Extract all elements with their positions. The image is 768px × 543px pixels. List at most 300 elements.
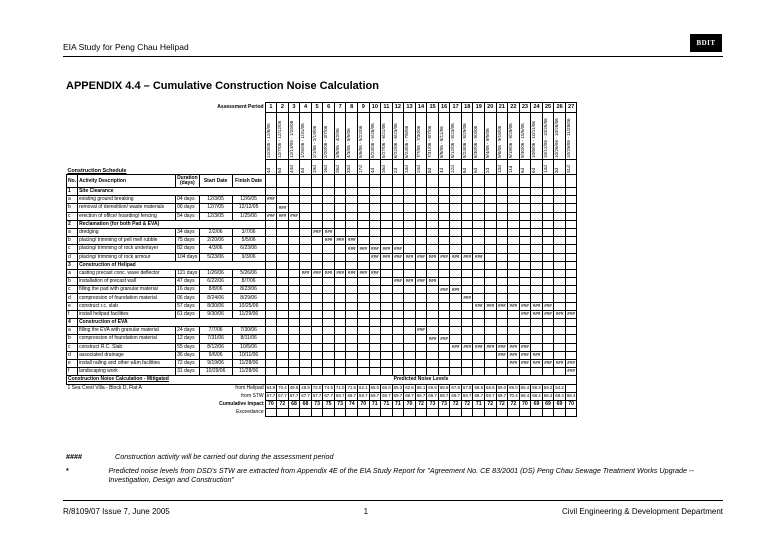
period-duration xyxy=(404,160,416,175)
period-cell xyxy=(565,302,577,310)
activity-finish-date: 5/26/06 xyxy=(232,269,265,277)
period-date-range xyxy=(358,113,370,160)
activity-row xyxy=(67,212,577,220)
activity-mark: ### xyxy=(311,269,323,277)
period-cell xyxy=(265,237,277,245)
period-cell xyxy=(265,351,277,359)
activity-start-date: 10/29/06 xyxy=(199,368,232,376)
activity-start-date: 8/24/06 xyxy=(199,294,232,302)
period-cell xyxy=(542,175,554,188)
period-cell xyxy=(369,302,381,310)
exceedance-value xyxy=(334,409,346,417)
activity-mark: ### xyxy=(346,269,358,277)
activity-mark: ### xyxy=(369,253,381,261)
period-cell xyxy=(531,175,543,188)
period-cell xyxy=(277,359,289,367)
period-cell xyxy=(404,269,416,277)
period-cell xyxy=(531,343,543,351)
footnote-marker: * xyxy=(66,466,69,475)
cumulative-noise-value: 74 xyxy=(346,400,358,408)
period-cell xyxy=(519,196,531,204)
period-cell xyxy=(508,269,520,277)
period-cell xyxy=(542,335,554,343)
section-title: Construction of Helipad xyxy=(78,261,266,269)
period-cell xyxy=(473,359,485,367)
period-durations-row xyxy=(67,160,577,175)
period-number: 2 xyxy=(277,103,289,113)
period-cell xyxy=(542,204,554,212)
activity-mark: ### xyxy=(358,245,370,253)
period-cell xyxy=(346,310,358,318)
period-cell xyxy=(531,294,543,302)
activity-description: install helipad facilities xyxy=(78,310,176,318)
period-cell xyxy=(277,351,289,359)
period-cell xyxy=(404,310,416,318)
spacer-cell xyxy=(67,113,266,160)
period-date-range xyxy=(415,113,427,160)
period-cell xyxy=(369,319,381,327)
period-cell xyxy=(450,327,462,335)
period-cell xyxy=(508,368,520,376)
helipad-noise-value: 59.3 xyxy=(531,384,543,392)
period-cell xyxy=(496,319,508,327)
period-cell xyxy=(438,359,450,367)
period-cell xyxy=(334,212,346,220)
period-cell xyxy=(508,212,520,220)
cumulative-noise-value: 72 xyxy=(485,400,497,408)
period-cell xyxy=(369,228,381,236)
period-cell xyxy=(323,188,335,196)
period-cell xyxy=(288,204,300,212)
period-cell xyxy=(404,351,416,359)
period-number: 26 xyxy=(554,103,566,113)
activity-duration: 54 days xyxy=(176,212,200,220)
activity-mark: ### xyxy=(450,343,462,351)
period-cell xyxy=(277,175,289,188)
period-cell xyxy=(334,351,346,359)
period-date-text: 5/6/06 - 5/22/06 xyxy=(358,125,363,158)
period-cell xyxy=(450,351,462,359)
period-cell xyxy=(450,204,462,212)
activity-mark: ### xyxy=(508,343,520,351)
activity-row xyxy=(67,204,577,212)
period-cell xyxy=(392,327,404,335)
stw-noise-value: 68.4 xyxy=(565,392,577,400)
period-cell xyxy=(265,278,277,286)
period-cell xyxy=(288,196,300,204)
period-number: 24 xyxy=(531,103,543,113)
period-cell xyxy=(346,278,358,286)
activity-start-date: 4/3/06 xyxy=(199,245,232,253)
stw-noise-value: 67.7 xyxy=(277,392,289,400)
activity-mark: ### xyxy=(519,343,531,351)
period-date-text: 2/1/06 - 2/19/06 xyxy=(311,125,317,158)
activity-start-date: 6/22/06 xyxy=(199,278,232,286)
spacer-cell xyxy=(67,392,200,400)
period-cell xyxy=(404,302,416,310)
period-cell xyxy=(473,269,485,277)
period-cell xyxy=(300,327,312,335)
activity-mark: ### xyxy=(531,310,543,318)
period-cell xyxy=(415,343,427,351)
period-cell xyxy=(392,310,404,318)
period-cell xyxy=(369,286,381,294)
activity-description: install railing and other e&m facilities xyxy=(78,359,176,367)
activity-mark: ### xyxy=(565,359,577,367)
activity-mark: ### xyxy=(311,228,323,236)
period-cell xyxy=(265,253,277,261)
activity-letter: b xyxy=(67,237,78,245)
period-cell xyxy=(381,269,393,277)
period-cell xyxy=(427,228,439,236)
period-cell xyxy=(311,359,323,367)
period-duration-text: 26d xyxy=(334,165,340,173)
exceedance-label: Exceedance xyxy=(236,409,264,416)
period-cell xyxy=(369,204,381,212)
footnote-1 xyxy=(66,452,726,461)
cumulative-noise-value: 72 xyxy=(496,400,508,408)
period-number: 8 xyxy=(346,103,358,113)
period-cell xyxy=(404,196,416,204)
period-cell xyxy=(450,359,462,367)
period-duration-text: 19d xyxy=(311,165,317,173)
activity-mark: ### xyxy=(554,359,566,367)
period-cell xyxy=(277,343,289,351)
period-cell xyxy=(450,278,462,286)
period-cell xyxy=(565,286,577,294)
period-cell xyxy=(485,327,497,335)
period-cell xyxy=(334,188,346,196)
period-cell xyxy=(473,310,485,318)
period-cell xyxy=(427,269,439,277)
period-cell xyxy=(461,196,473,204)
activity-start-date: 12/3/05 xyxy=(199,196,232,204)
period-cell xyxy=(438,302,450,310)
period-cell xyxy=(358,335,370,343)
period-duration-text: 4d xyxy=(265,167,271,173)
period-cell xyxy=(461,278,473,286)
period-date-text: 7/7/06 - 7/30/06 xyxy=(415,125,421,158)
period-cell xyxy=(496,237,508,245)
period-cell xyxy=(392,343,404,351)
period-cell xyxy=(323,327,335,335)
period-cell xyxy=(288,175,300,188)
cumulative-noise-value: 75 xyxy=(323,400,335,408)
activity-mark: ### xyxy=(323,269,335,277)
cumulative-noise-value: 73 xyxy=(334,400,346,408)
period-cell xyxy=(404,212,416,220)
period-cell xyxy=(288,228,300,236)
activity-start-date: 5/23/06 xyxy=(199,253,232,261)
period-cell xyxy=(531,228,543,236)
activity-finish-date: 8/11/06 xyxy=(232,335,265,343)
period-number: 1 xyxy=(265,103,277,113)
exceedance-value xyxy=(392,409,404,417)
period-date-text: 12/13/05 - 1/25/06 xyxy=(288,120,294,158)
period-cell xyxy=(404,286,416,294)
activity-row xyxy=(67,359,577,367)
period-cell xyxy=(265,269,277,277)
activity-mark: ### xyxy=(438,335,450,343)
period-cell xyxy=(381,343,393,351)
helipad-noise-value: 69.0 xyxy=(496,384,508,392)
period-cell xyxy=(473,294,485,302)
period-duration xyxy=(427,160,439,175)
period-duration-text: 12d xyxy=(450,165,456,173)
period-cell xyxy=(404,220,416,228)
activity-duration: 72 days xyxy=(176,359,200,367)
period-cell xyxy=(461,212,473,220)
period-number: 27 xyxy=(565,103,577,113)
period-cell xyxy=(565,335,577,343)
activity-mark: ### xyxy=(485,302,497,310)
period-cell xyxy=(496,261,508,269)
period-cell xyxy=(381,351,393,359)
activity-start-date: 9/6/06 xyxy=(199,351,232,359)
period-cell xyxy=(265,343,277,351)
period-cell xyxy=(334,310,346,318)
period-cell xyxy=(334,175,346,188)
period-cell xyxy=(334,343,346,351)
period-cell xyxy=(277,319,289,327)
period-date-text: 9/4/06 - 9/5/06 xyxy=(485,128,491,158)
activity-finish-date: 8/7/06 xyxy=(232,278,265,286)
period-cell xyxy=(438,294,450,302)
period-duration xyxy=(277,160,289,175)
period-cell xyxy=(311,237,323,245)
period-cell xyxy=(323,278,335,286)
period-cell xyxy=(334,327,346,335)
period-cell xyxy=(381,286,393,294)
period-cell xyxy=(358,220,370,228)
period-date-text: 9/30/06 - 10/5/06 xyxy=(519,123,525,158)
period-cell xyxy=(531,245,543,253)
period-cell xyxy=(508,294,520,302)
period-cell xyxy=(496,245,508,253)
period-cell xyxy=(415,359,427,367)
period-cell xyxy=(496,196,508,204)
activity-mark: ### xyxy=(334,237,346,245)
period-number: 6 xyxy=(323,103,335,113)
period-cell xyxy=(485,368,497,376)
period-date-text: 8/30/06 - 9/3/06 xyxy=(473,125,479,158)
period-cell xyxy=(392,188,404,196)
section-row xyxy=(67,319,577,327)
activity-start-date: 1/26/06 xyxy=(199,269,232,277)
activity-mark: ### xyxy=(392,245,404,253)
period-cell xyxy=(277,220,289,228)
activity-finish-date: 12/12/05 xyxy=(232,204,265,212)
activity-mark: ### xyxy=(519,310,531,318)
period-cell xyxy=(300,359,312,367)
activity-row xyxy=(67,351,577,359)
period-duration-text: 6d xyxy=(531,167,537,173)
period-cell xyxy=(519,327,531,335)
activity-finish-date: 1/25/06 xyxy=(232,212,265,220)
period-cell xyxy=(485,319,497,327)
period-duration xyxy=(288,160,300,175)
activity-description: associated drainage xyxy=(78,351,176,359)
activity-mark: ### xyxy=(554,310,566,318)
exceedance-value xyxy=(277,409,289,417)
period-cell xyxy=(288,310,300,318)
period-cell xyxy=(323,196,335,204)
activity-mark: ### xyxy=(277,212,289,220)
period-date-range xyxy=(265,113,277,160)
cumulative-noise-value: 72 xyxy=(508,400,520,408)
period-number: 23 xyxy=(519,103,531,113)
header-divider xyxy=(63,56,723,57)
period-cell xyxy=(300,286,312,294)
period-cell xyxy=(485,175,497,188)
stw-noise-value: 69.7 xyxy=(496,392,508,400)
activity-mark: ### xyxy=(415,253,427,261)
period-cell xyxy=(554,302,566,310)
period-date-range xyxy=(346,113,358,160)
activity-finish-date: 11/29/06 xyxy=(232,310,265,318)
activity-row xyxy=(67,269,577,277)
activity-mark: ### xyxy=(542,359,554,367)
period-cell xyxy=(450,335,462,343)
activity-finish-date: 3/7/06 xyxy=(232,228,265,236)
period-duration-text: 26d xyxy=(381,165,387,173)
period-date-range xyxy=(404,113,416,160)
period-cell xyxy=(542,351,554,359)
period-cell xyxy=(438,368,450,376)
stw-noise-value: 69.7 xyxy=(473,392,485,400)
period-cell xyxy=(346,343,358,351)
period-cell xyxy=(404,188,416,196)
period-cell xyxy=(427,359,439,367)
activity-mark: ### xyxy=(415,278,427,286)
period-cell xyxy=(288,286,300,294)
period-cell xyxy=(381,310,393,318)
period-number: 25 xyxy=(542,103,554,113)
period-cell xyxy=(334,253,346,261)
period-cell xyxy=(381,188,393,196)
period-cell xyxy=(381,237,393,245)
activity-duration: 12 days xyxy=(176,335,200,343)
activity-row xyxy=(67,294,577,302)
period-cell xyxy=(392,261,404,269)
period-cell xyxy=(496,335,508,343)
period-cell xyxy=(381,302,393,310)
activity-mark: ### xyxy=(519,359,531,367)
period-cell xyxy=(381,327,393,335)
activity-mark: ### xyxy=(531,302,543,310)
period-cell xyxy=(346,368,358,376)
period-cell xyxy=(427,188,439,196)
period-cell xyxy=(554,196,566,204)
period-cell xyxy=(404,175,416,188)
activity-mark: ### xyxy=(427,253,439,261)
cumulative-noise-value: 69 xyxy=(531,400,543,408)
section-title: Site Clearance xyxy=(78,188,266,196)
activity-mark: ### xyxy=(542,302,554,310)
period-date-text: 5/23/06 - 5/26/06 xyxy=(369,123,375,158)
period-cell xyxy=(496,327,508,335)
period-cell xyxy=(392,196,404,204)
period-date-range xyxy=(554,113,566,160)
period-cell xyxy=(381,228,393,236)
period-cell xyxy=(323,253,335,261)
period-cell xyxy=(358,237,370,245)
period-duration xyxy=(358,160,370,175)
helipad-noise-value: 65.4 xyxy=(519,384,531,392)
period-cell xyxy=(565,327,577,335)
period-cell xyxy=(381,359,393,367)
period-cell xyxy=(300,278,312,286)
period-duration-text: 24d xyxy=(415,165,421,173)
cumulative-noise-value: 70 xyxy=(358,400,370,408)
stw-noise-value: 68.4 xyxy=(542,392,554,400)
activity-letter: e xyxy=(67,359,78,367)
period-cell xyxy=(473,175,485,188)
period-cell xyxy=(288,220,300,228)
stw-noise-value: 69.7 xyxy=(334,392,346,400)
activity-mark: ### xyxy=(300,269,312,277)
period-cell xyxy=(311,319,323,327)
period-cell xyxy=(392,228,404,236)
period-cell xyxy=(565,294,577,302)
exceedance-value xyxy=(485,409,497,417)
period-cell xyxy=(311,302,323,310)
period-cell xyxy=(519,212,531,220)
period-cell xyxy=(519,368,531,376)
period-date-text: 1/26/06 - 1/31/06 xyxy=(300,123,306,158)
period-date-range xyxy=(531,113,543,160)
period-cell xyxy=(461,310,473,318)
period-cell xyxy=(334,368,346,376)
period-cell xyxy=(519,228,531,236)
period-cell xyxy=(565,175,577,188)
period-number: 7 xyxy=(334,103,346,113)
period-cell xyxy=(300,351,312,359)
period-cell xyxy=(508,196,520,204)
period-cell xyxy=(369,261,381,269)
activity-description: construct r.c. slab xyxy=(78,302,176,310)
period-cell xyxy=(334,204,346,212)
activity-finish-date: 11/28/06 xyxy=(232,368,265,376)
from-helipad-row xyxy=(67,384,577,392)
period-cell xyxy=(277,196,289,204)
exceedance-value xyxy=(311,409,323,417)
activity-duration: 104 days xyxy=(177,253,198,260)
activity-start-date: 8/12/06 xyxy=(199,343,232,351)
period-cell xyxy=(427,196,439,204)
col-header-finish: Finish Date xyxy=(232,175,265,188)
period-cell xyxy=(415,237,427,245)
activity-mark: ### xyxy=(565,368,577,376)
period-cell xyxy=(300,343,312,351)
activity-letter: a xyxy=(67,269,78,277)
activity-mark: ### xyxy=(565,310,577,318)
period-cell xyxy=(277,278,289,286)
period-cell xyxy=(438,188,450,196)
period-cell xyxy=(392,204,404,212)
period-cell xyxy=(496,278,508,286)
period-cell xyxy=(461,327,473,335)
period-cell xyxy=(369,188,381,196)
activity-mark: ### xyxy=(531,351,543,359)
activity-letter: e xyxy=(67,302,78,310)
cumulative-noise-value: 71 xyxy=(369,400,381,408)
activity-mark: ### xyxy=(496,343,508,351)
activity-mark: ### xyxy=(277,204,289,212)
period-cell xyxy=(369,368,381,376)
period-cell xyxy=(473,188,485,196)
period-cell xyxy=(415,220,427,228)
